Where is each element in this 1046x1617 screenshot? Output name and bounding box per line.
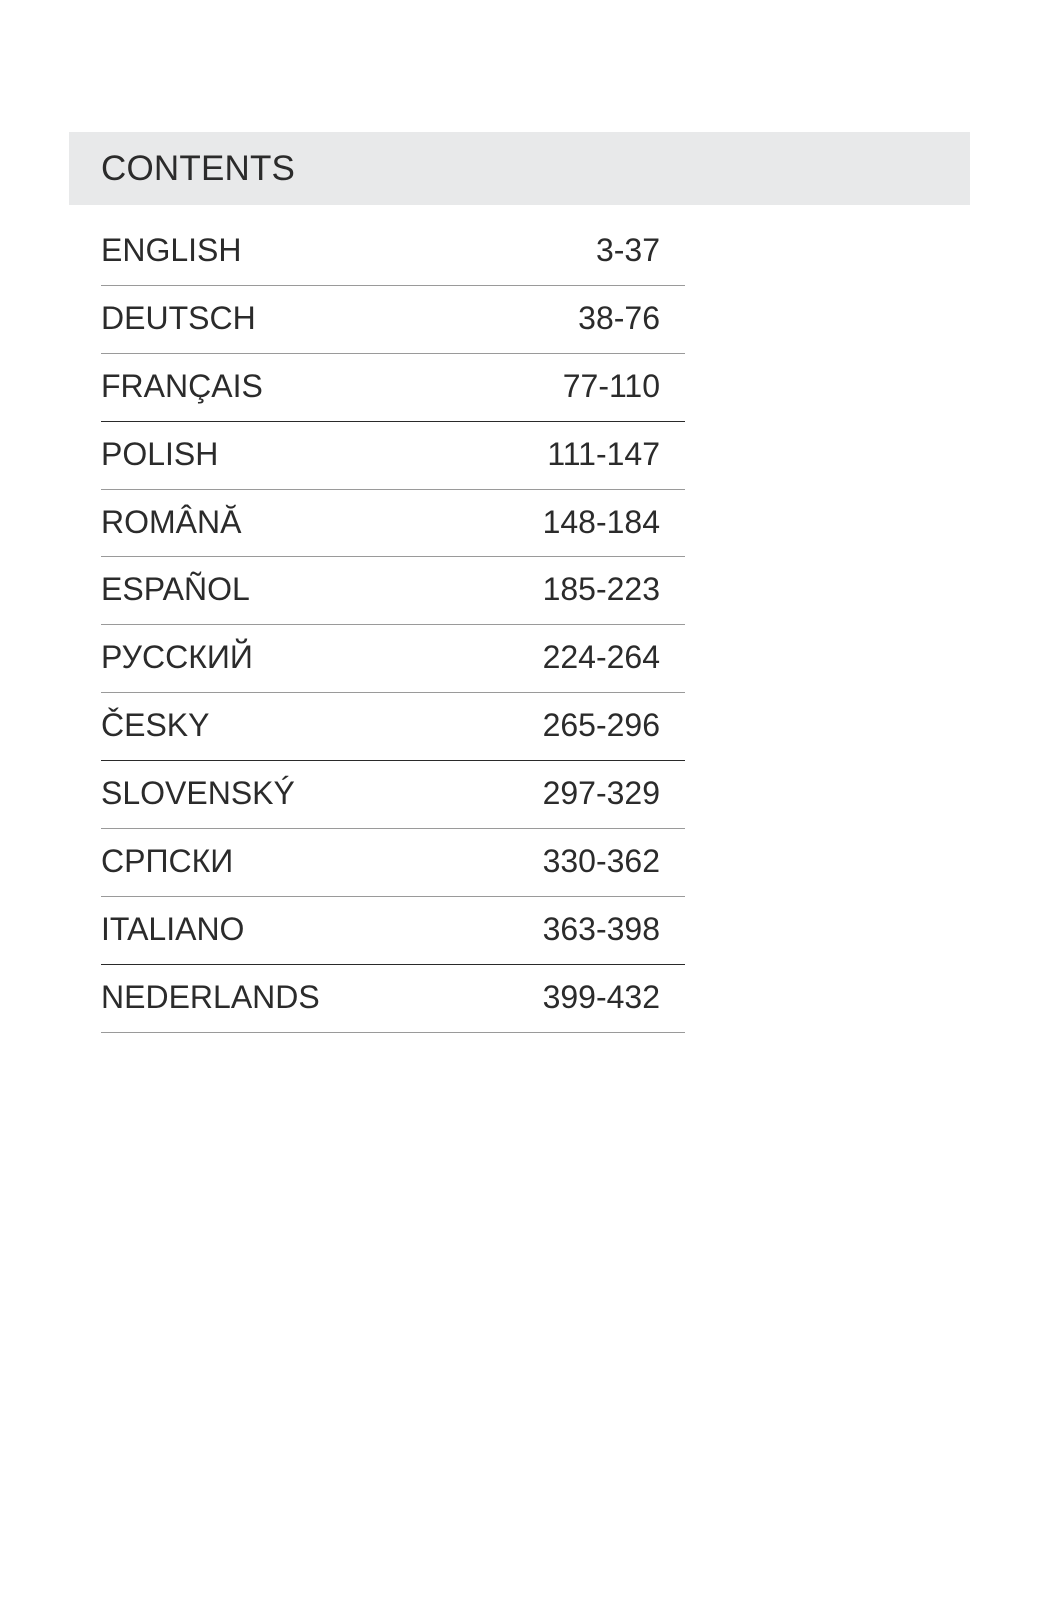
toc-page-range: 224-264 bbox=[542, 639, 660, 676]
toc-language: РУССКИЙ bbox=[101, 639, 253, 676]
toc-language: ČESKY bbox=[101, 707, 210, 744]
toc-language: NEDERLANDS bbox=[101, 978, 320, 1015]
toc-row-russkiy[interactable] bbox=[101, 625, 685, 693]
toc-row-francais[interactable] bbox=[101, 354, 685, 422]
toc-page-range: 111-147 bbox=[547, 435, 660, 472]
toc-language: ROMÂNĂ bbox=[101, 503, 242, 540]
toc-row-cesky[interactable] bbox=[101, 693, 685, 761]
toc-row-srpski[interactable] bbox=[101, 829, 685, 897]
toc-row-slovensky[interactable] bbox=[101, 761, 685, 829]
contents-header bbox=[69, 132, 970, 205]
toc-language: ENGLISH bbox=[101, 232, 242, 268]
toc-row-deutsch[interactable] bbox=[101, 286, 685, 354]
toc-row-english[interactable] bbox=[101, 218, 685, 286]
toc-language: ITALIANO bbox=[101, 910, 245, 947]
toc-page-range: 148-184 bbox=[542, 503, 660, 540]
toc-page-range: 330-362 bbox=[542, 843, 660, 880]
toc-row-romana[interactable] bbox=[101, 490, 685, 558]
toc-page-range: 185-223 bbox=[542, 571, 660, 608]
toc-row-polish[interactable] bbox=[101, 422, 685, 490]
toc-page-range: 265-296 bbox=[542, 707, 660, 744]
toc-page-range: 77-110 bbox=[562, 367, 660, 404]
toc-page-range: 3-37 bbox=[595, 232, 660, 268]
toc-page-range: 38-76 bbox=[578, 299, 660, 336]
toc-language: СРПСКИ bbox=[101, 843, 234, 880]
toc-language: ESPAÑOL bbox=[101, 571, 250, 608]
toc-row-espanol[interactable] bbox=[101, 557, 685, 625]
page-title: CONTENTS bbox=[101, 149, 296, 188]
toc-language: SLOVENSKÝ bbox=[101, 775, 295, 812]
toc-page-range: 297-329 bbox=[542, 775, 660, 812]
toc-language: FRANÇAIS bbox=[101, 367, 263, 404]
table-of-contents bbox=[101, 218, 685, 1033]
toc-row-nederlands[interactable] bbox=[101, 965, 685, 1033]
toc-row-italiano[interactable] bbox=[101, 897, 685, 965]
toc-page-range: 399-432 bbox=[542, 978, 660, 1015]
toc-page-range: 363-398 bbox=[542, 910, 660, 947]
toc-language: POLISH bbox=[101, 435, 219, 472]
toc-language: DEUTSCH bbox=[101, 299, 256, 336]
